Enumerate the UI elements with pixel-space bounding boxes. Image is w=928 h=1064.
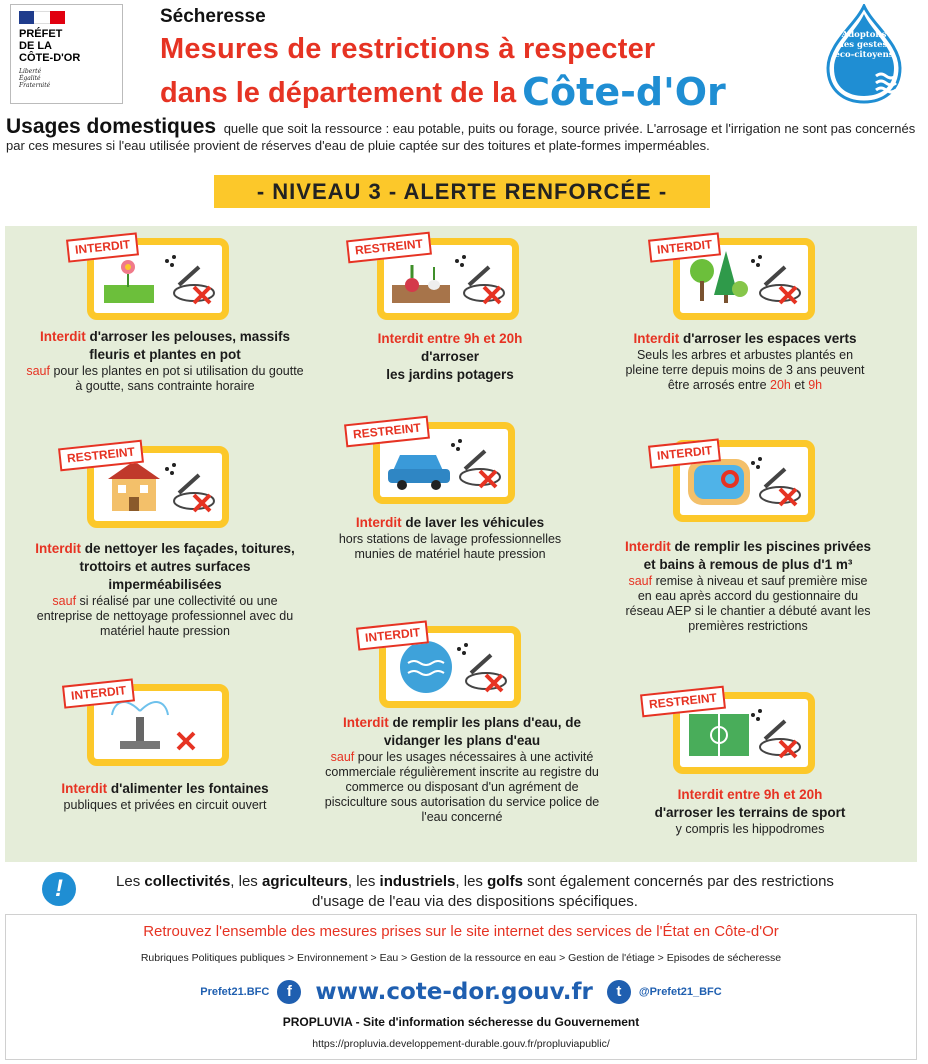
intro-text: quelle que soit la ressource : eau potable, puits ou forage, source privée. L'arrosage et l'irrigation ne sont pas concernés par ces mesures si l'eau utilisée provient de réserves d'eau de pluie captée sur des toitures et plate-formes imperméables. [6, 121, 916, 153]
page-title-line-2 [160, 70, 726, 114]
status-badge: INTERDIT [648, 438, 721, 468]
measures-panel [5, 226, 917, 862]
measure-lawns [25, 328, 305, 394]
info-bold: golfs [487, 873, 523, 890]
eco-badge-line-2: les gestes [840, 40, 888, 50]
measure-sports-fields [625, 786, 875, 837]
measure-title: d'alimenter les fontaines [107, 781, 269, 796]
measure-note: hors stations de lavage professionnelles munies de matériel haute pression [338, 532, 562, 561]
measure-title: de laver les véhicules [401, 515, 545, 530]
status-badge: RESTREINT [344, 416, 430, 448]
twitter-icon[interactable]: t [607, 980, 631, 1004]
eco-badge-line-1: Adoptons [841, 30, 887, 40]
footer-headline: Retrouvez l'ensemble des mesures prises sur le site internet des services de l'État en Côte-d'Or [143, 923, 779, 940]
page-title-line-2-text: dans le département de la [160, 77, 517, 109]
prefet-logo [10, 4, 123, 104]
measure-status: Interdit entre 9h et 20h [677, 787, 823, 802]
measure-status: Interdit [39, 329, 86, 344]
measure-title-2: les jardins potagers [386, 367, 514, 382]
measure-vehicles [325, 514, 575, 562]
info-text: Les [116, 873, 145, 890]
motto-liberte: Liberté [19, 68, 42, 75]
footer [5, 914, 917, 1060]
status-badge: RESTREINT [58, 440, 144, 472]
status-badge: INTERDIT [356, 620, 429, 650]
measure-title: d'arroser les pelouses, massifs fleuris et plantes en pot [85, 329, 291, 362]
facebook-icon[interactable]: f [277, 980, 301, 1004]
info-bold: agriculteurs [261, 873, 348, 890]
measure-exception: sauf [628, 574, 653, 588]
info-bold: industriels [379, 873, 456, 890]
measure-status: Interdit [624, 539, 671, 554]
measure-title: de nettoyer les façades, toitures, trottoirs et autres surfaces imperméabilisées [79, 541, 295, 592]
motto-egalite: Égalité [19, 75, 41, 82]
eco-citoyens-badge [814, 4, 914, 104]
measure-vegetable-gardens [325, 330, 575, 384]
measure-status: Interdit [61, 781, 108, 796]
measure-note: y compris les hippodromes [675, 822, 825, 836]
propluvia-title: PROPLUVIA - Site d'information sécheresse du Gouvernement [282, 1015, 640, 1029]
measure-status: Interdit [342, 715, 389, 730]
measure-exception: sauf [26, 364, 50, 378]
website-link[interactable]: www.cote-dor.gouv.fr [315, 979, 593, 1005]
footer-breadcrumb: Rubriques Politiques publiques > Environnement > Eau > Gestion de la ressource en eau > Gestion de l'étiage > Episodes de sécheresse [140, 952, 782, 964]
measure-note-and: et [790, 378, 809, 392]
info-text: sont également concernés par des restrictions d'usage de l'eau via des dispositions spécifiques. [312, 873, 834, 910]
measure-note: remise à niveau et sauf première mise en eau après accord du gestionnaire du réseau AEP si le chantier a débuté avant les premières restrictions [625, 574, 871, 633]
measure-title: de remplir les piscines privées et bains à remous de plus d'1 m³ [643, 539, 872, 572]
facebook-handle[interactable]: Prefet21.BFC [200, 986, 270, 998]
status-badge: INTERDIT [66, 232, 139, 262]
measure-fountains [45, 780, 285, 813]
exclamation-icon: ! [42, 872, 76, 906]
measure-title: de remplir les plans d'eau, de vidanger les plans d'eau [383, 715, 582, 748]
measure-note: si réalisé par une collectivité ou une entreprise de nettoyage professionnel avec du matériel haute pression [36, 594, 294, 638]
status-badge: RESTREINT [346, 232, 432, 264]
measure-note: publiques et privées en circuit ouvert [63, 798, 267, 812]
page-subtitle: Sécheresse [160, 6, 266, 27]
measure-status: Interdit [633, 331, 680, 346]
measure-ponds [319, 714, 605, 825]
measure-hour-start: 20h [770, 378, 791, 392]
info-text: , les [455, 873, 488, 890]
measure-hour-end: 9h [808, 378, 823, 392]
measure-exception: sauf [330, 750, 355, 764]
status-badge: INTERDIT [62, 678, 135, 708]
motto-fraternite: Fraternité [19, 82, 51, 89]
french-flag-icon [19, 11, 65, 24]
alert-level-banner: - NIVEAU 3 - ALERTE RENFORCÉE - [214, 175, 710, 208]
measure-note: pour les usages nécessaires à une activité commerciale régulièrement inscrite au registre du commerce ou disposant d'un agrément de pisciculture sous autorisation du service police de l'eau concerné [324, 750, 600, 824]
twitter-handle[interactable]: @Prefet21_BFC [638, 986, 722, 998]
intro-paragraph [6, 115, 922, 154]
info-bold: collectivités [144, 873, 231, 890]
measure-status: Interdit [35, 541, 81, 556]
prefet-line-3: CÔTE-D'OR [19, 52, 81, 64]
info-text: , les [347, 873, 380, 890]
propluvia-link[interactable]: https://propluvia.developpement-durable.gouv.fr/propluviapublic/ [312, 1038, 610, 1050]
measure-title: d'arroser les espaces verts [679, 331, 857, 346]
prefet-line-1: PRÉFET [19, 28, 63, 40]
footer-links [6, 979, 916, 1005]
measure-title: d'arroser les terrains de sport [654, 805, 846, 820]
measure-pools [623, 538, 873, 634]
page-title-line-1: Mesures de restrictions à respecter [160, 33, 656, 65]
status-badge: RESTREINT [640, 686, 726, 718]
status-badge: INTERDIT [648, 232, 721, 262]
info-text: , les [230, 873, 262, 890]
measure-status: Interdit [355, 515, 402, 530]
eco-badge-line-3: éco-citoyens [834, 50, 894, 60]
prefet-line-2: DE LA [19, 40, 52, 52]
measure-note: Seuls les arbres et arbustes plantés en pleine terre depuis moins de 3 ans peuvent être arrosés entre [625, 348, 865, 392]
page-title-department: Côte-d'Or [522, 70, 726, 114]
measure-note: pour les plantes en pot si utilisation du goutte à goutte, sans contrainte horaire [50, 364, 304, 393]
info-notice [90, 872, 860, 912]
measure-exception: sauf [52, 594, 77, 608]
measure-status: Interdit entre 9h et 20h [377, 331, 523, 346]
measure-facades [25, 540, 305, 639]
intro-lead: Usages domestiques [6, 115, 217, 138]
measure-green-spaces [625, 330, 865, 393]
measure-title: d'arroser [421, 349, 479, 364]
